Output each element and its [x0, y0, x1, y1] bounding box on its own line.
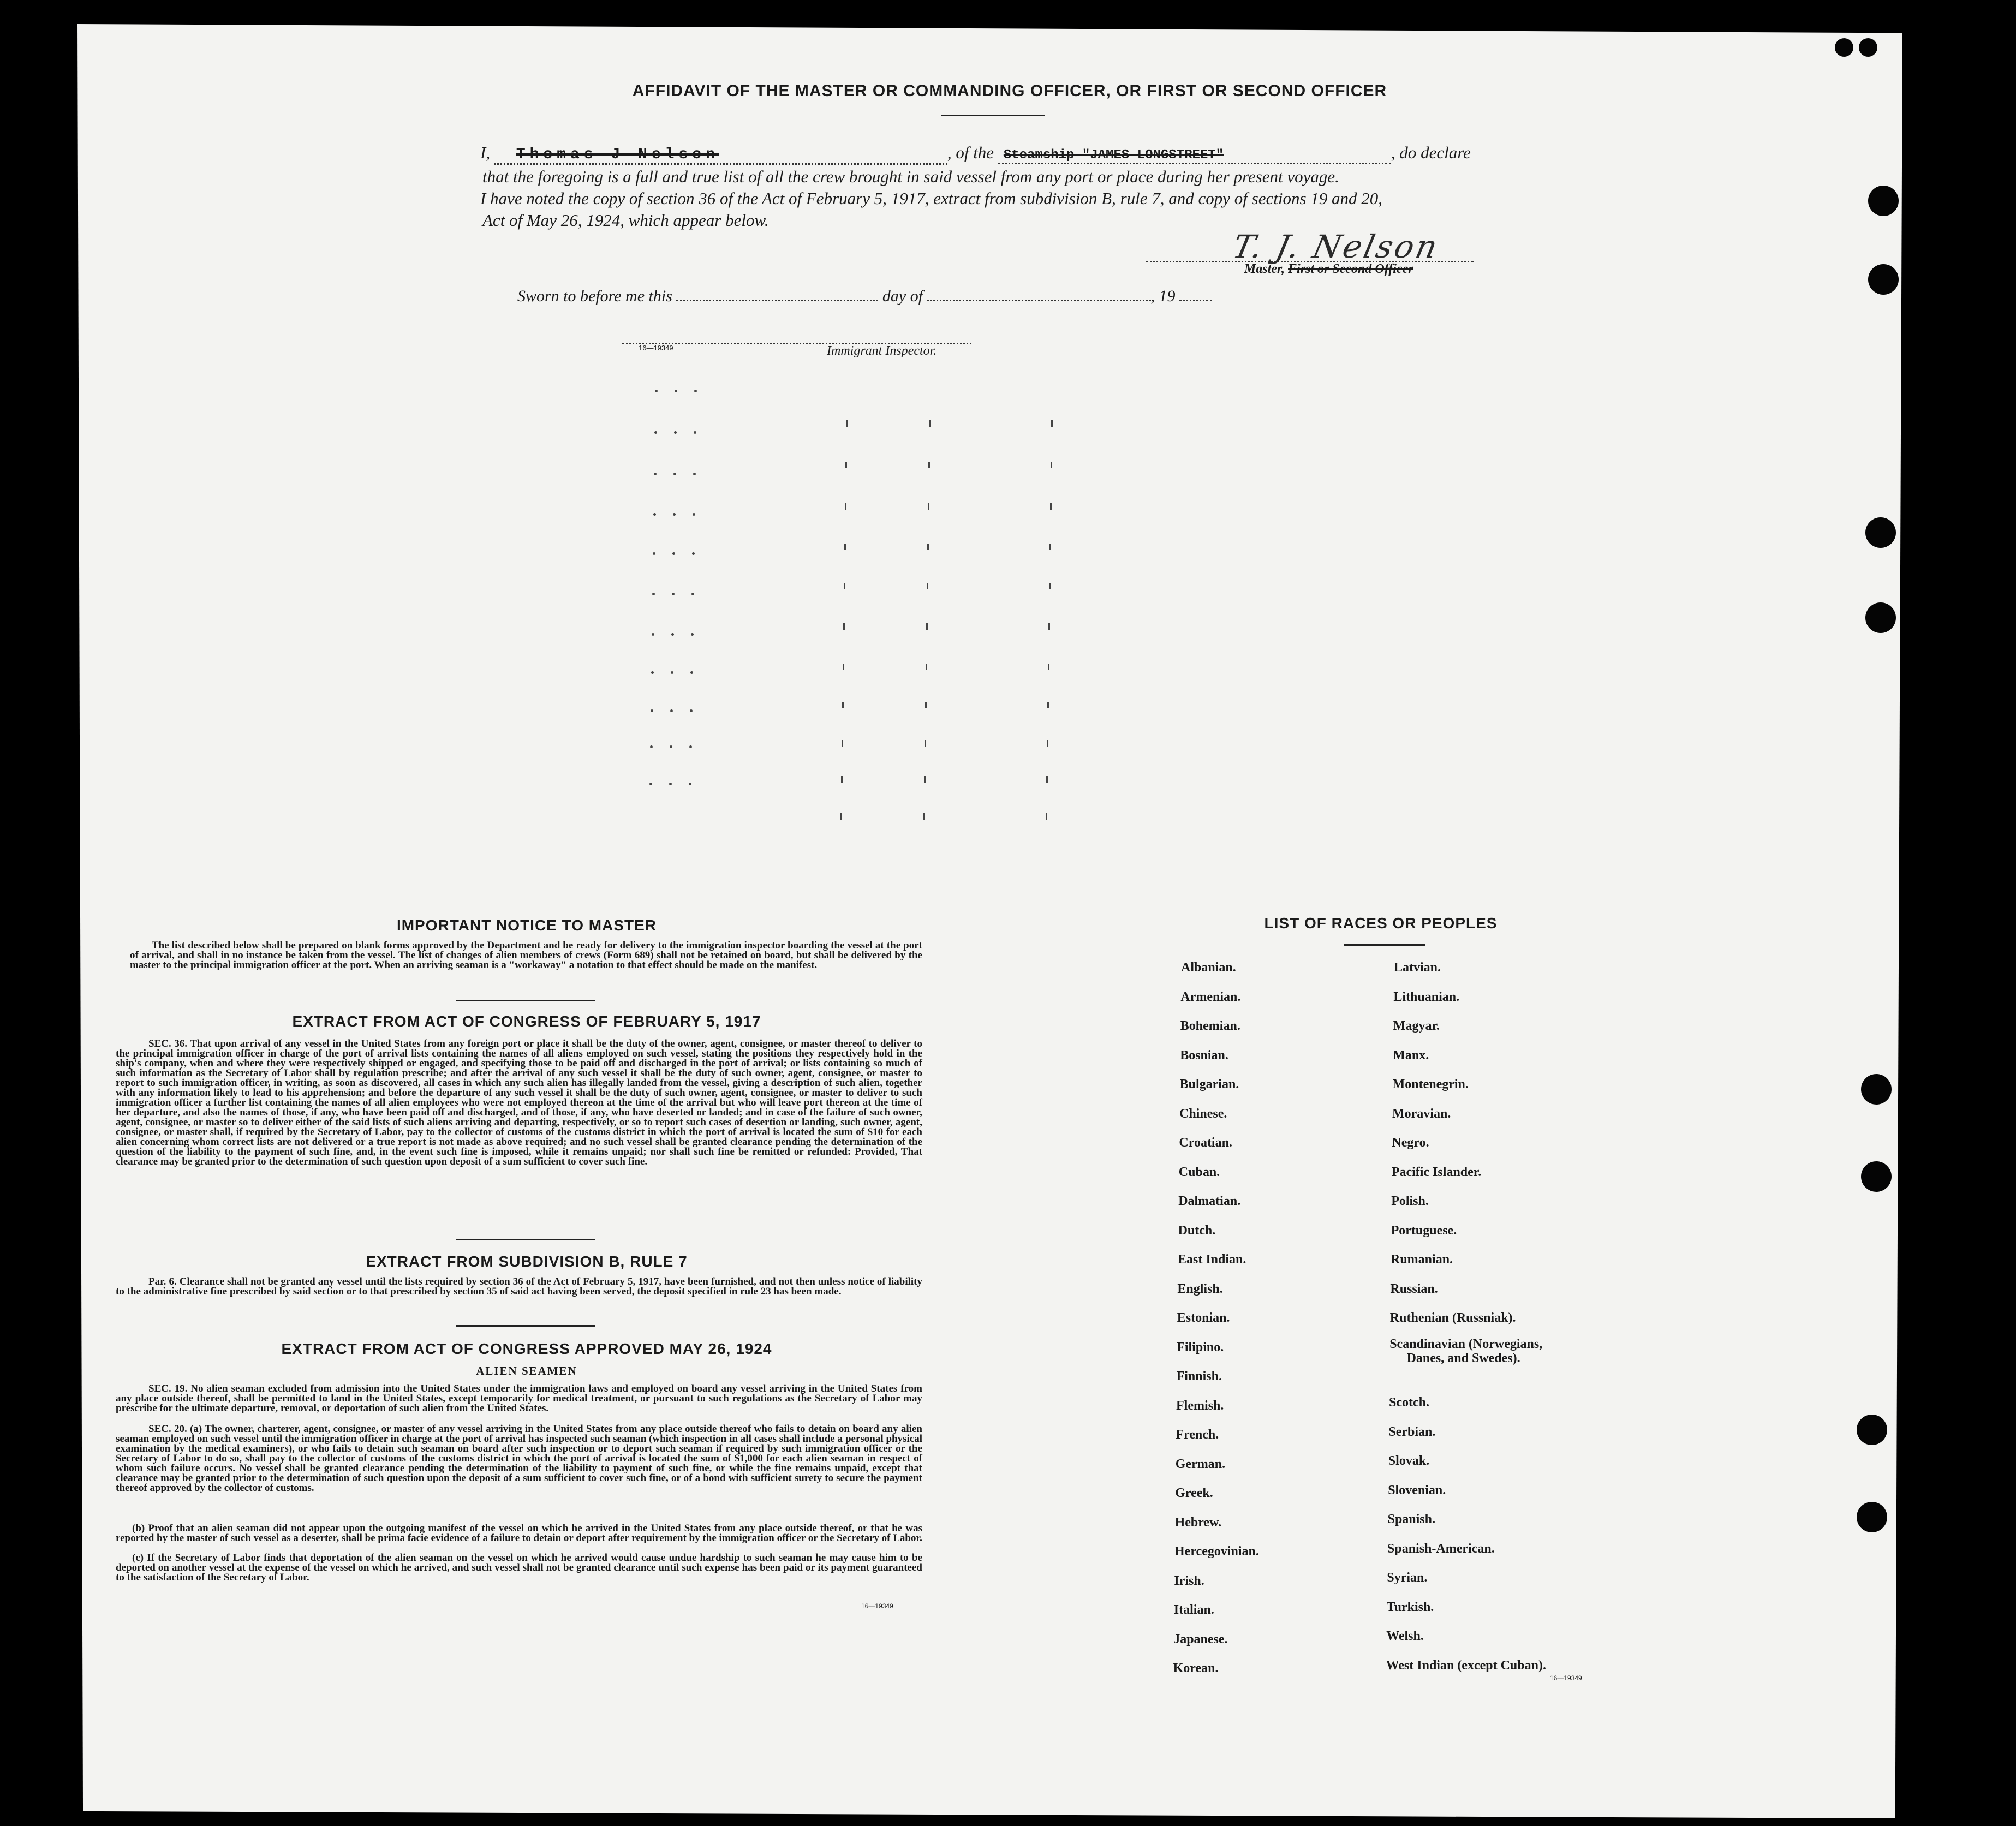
faint-dot [671, 633, 674, 636]
race-item: Manx. [1393, 1048, 1429, 1063]
punch-hole [1861, 1161, 1892, 1192]
faint-tick [929, 420, 931, 427]
faint-dot [653, 552, 655, 555]
faint-dot [693, 513, 695, 516]
faint-dot [690, 671, 693, 674]
alien-seamen-subheading: ALIEN SEAMEN [476, 1364, 577, 1377]
notice-heading: IMPORTANT NOTICE TO MASTER [396, 917, 657, 934]
race-item: Hercegovinian. [1174, 1544, 1259, 1559]
section-20a-text: SEC. 20. (a) The owner, charterer, agent, consignee, or master of any vessel arriving in the United States from any place outside thereof who fails to detain on board any alien seaman employed on such vessel until the immigration officer in charge at the port of arrival has inspected such seaman (which inspection in all cases shall include a personal physical examination by the medical examiners), or who fails to detain such seaman on board after such inspection or to deport such seaman if required by such immigration officer or the Secretary of Labor to do so, shall pay to the collector of customs of the customs district in which the port of arrival is located the sum of $1,000 for each alien seaman in respect of whom such failure occurs. No vessel shall be granted clearance pending the determination of the liability to payment of such fine, or while the fine remains unpaid, except that clearance may be granted prior to the determination of such question upon the deposit of a sum sufficient to cover such fine, or of a bond with sufficient surety to secure the payment thereof approved by the collector of customs. [116, 1423, 922, 1494]
officer-name-field [494, 143, 947, 165]
race-item: Croatian. [1179, 1136, 1232, 1150]
faint-tick [840, 813, 842, 820]
race-item: Montenegrin. [1392, 1077, 1469, 1091]
race-item: Bulgarian. [1179, 1077, 1239, 1091]
signature-title [1244, 262, 1413, 277]
faint-tick [843, 664, 844, 670]
faint-dot [690, 709, 693, 712]
punch-hole [1857, 1415, 1887, 1445]
race-item: Armenian. [1180, 989, 1241, 1004]
inspector-label: Immigrant Inspector. [827, 344, 937, 358]
faint-tick [925, 740, 926, 747]
race-item: Serbian. [1388, 1424, 1436, 1439]
faint-dot [671, 671, 673, 674]
section-19-text: SEC. 19. No alien seaman excluded from admission into the United States under the immigration laws and employed on board any vessel arriving in the United States from any place outside thereof, shall be permitted to land in the United States, except temporarily for medical treatment, or pursuant to such regulations as the Secretary of Labor may prescribe for the ultimate departure, removal, or deportation of such alien from the United States. [116, 1383, 922, 1414]
race-item: Slovenian. [1388, 1483, 1446, 1497]
faint-tick [928, 462, 930, 468]
faint-dot [674, 431, 677, 434]
sworn-label: Sworn to before me this [517, 287, 672, 305]
race-item: Turkish. [1386, 1600, 1434, 1614]
faint-dot [673, 513, 676, 516]
race-item: Scandinavian (Norwegians, [1389, 1336, 1543, 1351]
faint-tick [1047, 740, 1048, 747]
faint-tick [846, 420, 848, 427]
race-item: Estonian. [1177, 1311, 1230, 1325]
divider [456, 1325, 595, 1327]
extract-1924-heading: EXTRACT FROM ACT OF CONGRESS APPROVED MAY 26, 1924 [281, 1340, 772, 1357]
race-item: Spanish-American. [1387, 1541, 1495, 1556]
faint-tick [923, 813, 925, 820]
notice-text: The list described below shall be prepared on blank forms approved by the Department and be ready for delivery to the immigration inspector boarding the vessel at the port of arrival, and shall in no instance be taken from the vessel. The list of changes of alien members of crews (Form 689) shall not be retained on board, but shall be delivered by the master to the principal immigration officer at the port. When an arriving seaman is a "workaway" a notation to that effect should be made on the manifest. [130, 940, 922, 971]
rule-7-heading: EXTRACT FROM SUBDIVISION B, RULE 7 [366, 1253, 688, 1270]
race-item: Negro. [1392, 1136, 1429, 1150]
sworn-line [517, 287, 1212, 306]
of-the-label: , of the [947, 143, 994, 162]
form-number-bottom-right: 16—19349 [1550, 1674, 1582, 1682]
faint-tick [845, 462, 847, 468]
faint-dot [675, 390, 677, 392]
faint-tick [845, 503, 846, 510]
faint-dot [650, 745, 653, 748]
form-number-top: 16—19349 [639, 344, 673, 352]
faint-dot [691, 633, 694, 636]
faint-dot [651, 709, 653, 712]
faint-dot [651, 671, 654, 674]
race-item: West Indian (except Cuban). [1386, 1658, 1546, 1673]
faint-tick [928, 503, 929, 510]
divider [456, 1239, 595, 1240]
faint-tick [841, 776, 843, 783]
race-item: English. [1177, 1281, 1223, 1296]
race-item: Scotch. [1389, 1395, 1429, 1410]
punch-hole [1835, 38, 1853, 57]
faint-tick [1048, 623, 1050, 630]
faint-dot [692, 552, 695, 555]
faint-tick [926, 623, 928, 630]
race-item: Magyar. [1393, 1019, 1440, 1033]
signature: T. J. Nelson [1229, 228, 1443, 265]
faint-tick [842, 702, 844, 708]
race-item: Welsh. [1386, 1629, 1424, 1644]
faint-dot [694, 431, 696, 434]
race-item: German. [1175, 1457, 1226, 1471]
faint-dot [673, 473, 676, 475]
race-item: East Indian. [1178, 1252, 1246, 1267]
race-item: Russian. [1390, 1281, 1438, 1296]
race-item: Bosnian. [1180, 1048, 1228, 1063]
faint-dot [689, 783, 691, 785]
punch-hole [1868, 264, 1899, 295]
race-item: Moravian. [1392, 1106, 1451, 1121]
race-item: Albanian. [1181, 960, 1236, 975]
faint-tick [1047, 702, 1049, 708]
faint-dot [655, 390, 658, 392]
race-item: Latvian. [1394, 960, 1441, 975]
race-item: Flemish. [1176, 1398, 1224, 1413]
faint-dot [652, 593, 655, 595]
sworn-day-field [676, 300, 878, 301]
race-item: Dutch. [1178, 1223, 1216, 1238]
faint-dot [669, 783, 672, 785]
faint-dot [694, 390, 697, 392]
vessel-field [998, 143, 1391, 164]
race-item: Korean. [1173, 1661, 1219, 1675]
race-item: Finnish. [1176, 1369, 1222, 1383]
race-item: Danes, and Swedes). [1406, 1351, 1520, 1365]
title-divider [941, 115, 1045, 116]
faint-tick [1046, 776, 1048, 783]
sworn-year-field [1179, 300, 1212, 301]
faint-dot [672, 552, 675, 555]
faint-dot [689, 745, 692, 748]
faint-dot [672, 593, 675, 595]
declaration-line-3: I have noted the copy of section 36 of the Act of February 5, 1917, extract from subdivision B, rule 7, and copy of sections 19 and 20, [480, 189, 1383, 208]
race-item: Greek. [1175, 1486, 1213, 1500]
races-heading: LIST OF RACES OR PEOPLES [1264, 915, 1498, 932]
do-declare-label: , do declare [1391, 143, 1471, 162]
race-item: Pacific Islander. [1391, 1165, 1482, 1179]
struck-officer: First or Second Officer [1288, 262, 1413, 276]
sworn-month-field [927, 300, 1151, 301]
section-20b-text: (b) Proof that an alien seaman did not appear upon the outgoing manifest of the vessel on which he arrived in the United States from any place outside thereof, or that he was reported by the master of such vessel as a deserter, shall be prima facie evidence of a failure to detain or deport after requirement by the immigration officer or the Secretary of Labor. [116, 1523, 922, 1544]
race-item: Syrian. [1387, 1571, 1428, 1585]
faint-tick [1051, 462, 1052, 468]
extract-1917-text: SEC. 36. That upon arrival of any vessel in the United States from any foreign port or place it shall be the duty of the owner, agent, consignee, or master thereof to deliver to the principal immigration officer in charge of the port of arrival lists containing the names of all aliens employed on such vessel, stating the positions they respectively hold in the ship's company, when and where they were respectively shipped or engaged, and specifying those to be paid off and discharged in the port of arrival; or lists containing so much of such information as the Secretary of Labor shall by regulation prescribe; and after the arrival of any such vessel it shall be the duty of such owner, agent, consignee, or master to report to such immigration officer, in writing, as soon as discovered, all cases in which any such alien has illegally landed from the vessel, giving a description of such alien, together with any information likely to lead to his apprehension; and before the departure of any such vessel it shall be the duty of such owner, agent, consignee, or master to deliver to such immigration officer a further list containing the names of all alien employees who were not employed thereon at the time of the arrival but who will leave port thereon at the time of her departure, and also the names of those, if any, who have been paid off and discharged, and of those, if any, who have deserted or landed; and in case of the failure of such owner, agent, consignee, or master so to deliver either of the said lists of such aliens arriving and departing, respectively, or so to report such cases of desertion or landing, such owner, agent, consignee, or master shall, if required by the Secretary of Labor, pay to the collector of customs of the customs district in which the port of arrival is located the sum of $10 for each alien concerning whom correct lists are not delivered or a true report is not made as above required; and no such vessel shall be granted clearance pending the determination of the question of the liability to the payment of such fine, and, in the event such fine is imposed, while it remains unpaid; nor shall such fine be remitted or refunded: Provided, That clearance may be granted prior to the determination of such question upon deposit of a sum sufficient to cover such fine. [116, 1038, 922, 1167]
faint-tick [1046, 813, 1047, 820]
races-divider [1344, 944, 1425, 946]
extract-1917-heading: EXTRACT FROM ACT OF CONGRESS OF FEBRUARY 5, 1917 [292, 1013, 761, 1030]
faint-tick [926, 664, 927, 670]
year-label: , 19 [1150, 287, 1176, 305]
race-item: Polish. [1391, 1194, 1429, 1208]
faint-tick [1050, 503, 1052, 510]
declaration-line-4: Act of May 26, 1924, which appear below. [482, 211, 769, 230]
race-item: Dalmatian. [1178, 1194, 1241, 1208]
faint-tick [925, 702, 927, 708]
faint-dot [654, 473, 657, 475]
faint-dot [670, 745, 672, 748]
faint-dot [693, 473, 696, 475]
faint-tick [1048, 664, 1049, 670]
master-label: Master, [1244, 262, 1285, 276]
faint-tick [924, 776, 926, 783]
race-item: Filipino. [1177, 1340, 1224, 1354]
faint-dot [691, 593, 694, 595]
faint-tick [1051, 420, 1053, 427]
faint-dot [652, 633, 654, 636]
punch-hole [1859, 38, 1877, 57]
day-of-label: day of [882, 287, 923, 305]
faint-tick [844, 583, 845, 589]
faint-tick [927, 544, 929, 550]
punch-hole [1865, 602, 1896, 633]
punch-hole [1857, 1502, 1887, 1532]
punch-hole [1861, 1074, 1892, 1105]
race-item: Bohemian. [1180, 1019, 1240, 1033]
faint-tick [843, 623, 845, 630]
vessel-name: Steamship "JAMES LONGSTREET" [1003, 148, 1224, 163]
faint-tick [1049, 544, 1051, 550]
race-item: Ruthenian (Russniak). [1389, 1311, 1516, 1325]
race-item: Cuban. [1178, 1165, 1220, 1179]
officer-name: Thomas J Nelson [516, 146, 719, 163]
faint-dot [654, 431, 657, 434]
divider [456, 1000, 595, 1001]
rule-7-text: Par. 6. Clearance shall not be granted any vessel until the lists required by section 36 of the Act of February 5, 1917, have been furnished, and not then unless notice of liability to the administrative fine prescribed by said section or to that prescribed by section 35 of said act having been served, the deposit specified in rule 23 has been made. [116, 1276, 922, 1297]
race-item: Rumanian. [1391, 1252, 1453, 1267]
punch-hole [1865, 517, 1896, 548]
declaration-line-2: that the foregoing is a full and true list of all the crew brought in said vessel from any port or place during her present voyage. [482, 167, 1339, 186]
race-item: Chinese. [1179, 1106, 1227, 1121]
faint-tick [844, 544, 846, 550]
punch-hole [1868, 186, 1899, 216]
section-20c-text: (c) If the Secretary of Labor finds that deportation of the alien seaman on the vessel on which he arrived would cause undue hardship to such seaman he may cause him to be deported on another vessel at the expense of the vessel on which he arrived, and such vessel shall not be granted clearance until such expense has been paid or its payment guaranteed to the satisfaction of the Secretary of Labor. [116, 1552, 922, 1583]
race-item: Irish. [1174, 1573, 1204, 1588]
i-label: I, [480, 143, 491, 162]
faint-tick [927, 583, 928, 589]
faint-tick [1049, 583, 1051, 589]
declaration-line-1 [480, 143, 1501, 165]
race-item: French. [1176, 1428, 1219, 1442]
affidavit-title: AFFIDAVIT OF THE MASTER OR COMMANDING OFFICER, OR FIRST OR SECOND OFFICER [632, 82, 1387, 100]
race-item: Portuguese. [1391, 1223, 1457, 1238]
faint-tick [842, 740, 843, 747]
race-item: Hebrew. [1174, 1515, 1222, 1530]
race-item: Lithuanian. [1393, 989, 1460, 1004]
faint-dot [649, 783, 652, 785]
faint-dot [653, 513, 656, 516]
race-item: Slovak. [1388, 1454, 1430, 1469]
race-item: Japanese. [1173, 1632, 1228, 1646]
race-item: Italian. [1173, 1603, 1214, 1617]
form-number-bottom-left: 16—19349 [861, 1602, 893, 1610]
race-item: Spanish. [1387, 1512, 1435, 1527]
faint-dot [670, 709, 673, 712]
